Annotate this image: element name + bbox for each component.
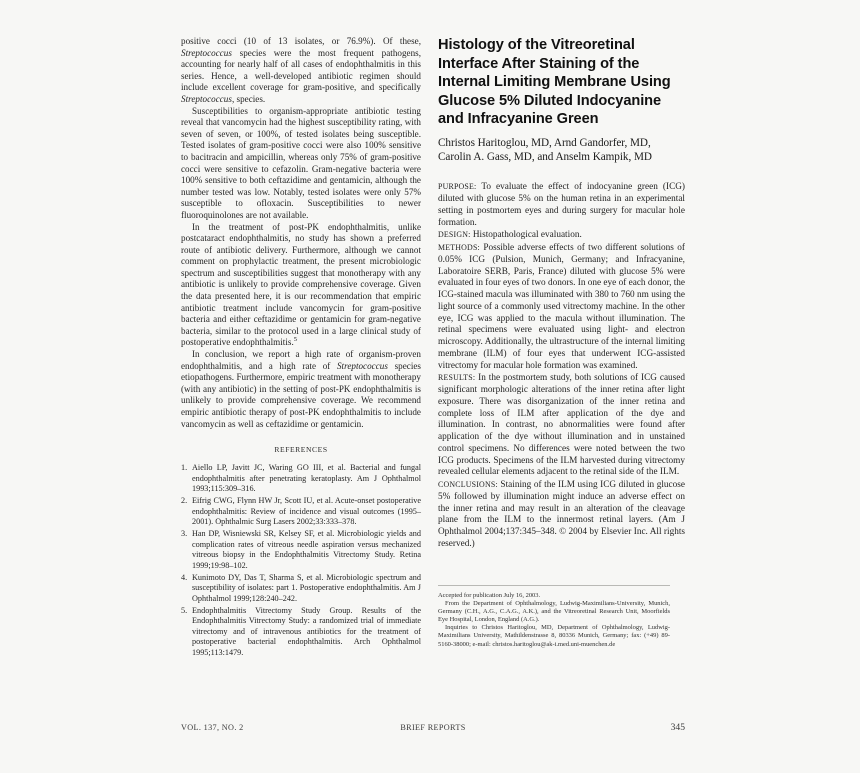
footnote-affiliation: From the Department of Ophthalmology, Ludwig-Maximilians-University, Munich, Germany (C.H., A.G., C.A.G., A.K.), and the Vitreoretinal Research Unit, Moorfields Eye Hospital, London, England (A.G.). [438,599,670,624]
abstract-text-results: In the postmortem study, both solutions of ICG caused significant morphologic alterations of the inner retina after light exposure. There was disorganization of the inner retina and complete loss of ILM after application of the dye and illumination. In contrast, no abnormalities were found after application of the dye without illumination and in unstained control specimens. No differences were noted between the two ICG products. Specimens of the ILM harvested during vitrectomy revealed cellular elements adjacent to the retinal side of the ILM. [438,373,685,478]
reference-text: Aiello LP, Javitt JC, Waring GO III, et al. Bacterial and fungal endophthalmitis after penetrating keratoplasty. Am J Ophthalmol 1993;115:309–316. [192,463,421,494]
paragraph-treatment: In the treatment of post-PK endophthalmitis, unlike postcataract endophthalmitis, no study has shown a preferred route of antibiotic delivery. Furthermore, although we cannot comment on prophylactic treatment, the present microbiologic spectrum and susceptibilities suggest that monotherapy with any antibiotic is unlikely to provide comprehensive coverage. Given the data presented here, it is our recommendation that empiric antibiotic treatment include vancomycin for gram-positive bacteria and either ceftazidime or gentamicin for gram-negative bacteria, similar to the protocol used in a large clinical study of postoperative endophthalmitis.$^5$ [181,221,421,348]
two-column-body [181,36,685,660]
abstract-label-design: DESIGN: [438,230,471,240]
footer-section: BRIEF REPORTS [400,723,466,732]
reference-text: Endophthalmitis Vitrectomy Study Group. Results of the Endophthalmitis Vitrectomy Study: a randomized trial of immediate vitrectomy and of intravenous antibiotics for the treatment of postoperative bacterial endophthalmitis. Arch Ophthalmol 1995;113:1479. [192,605,421,657]
reference-number: 4. [181,572,188,582]
abstract-results [438,372,685,479]
abstract-text-design: Histopathological evaluation. [470,230,582,241]
paragraph-conclusion: In conclusion, we report a high rate of organism-proven endophthalmitis, and a high rate of Streptococcus species etiopathogens. Furthermore, empiric treatment with monotherapy (with any antibiotic) in the setting of post-PK endophthalmitis is unlikely to provide comprehensive coverage. We recommend empiric antibiotic therapy of post-PK endophthalmitis to include vancomycin as well as ceftazidime or gentamicin. [181,349,421,429]
reference-item [181,463,421,495]
reference-text: Kunimoto DY, Das T, Sharma S, et al. Microbiologic spectrum and susceptibility of isolates: part 1. Postoperative endophthalmitis. Am J Ophthalmol 1999;128:240–242. [192,572,421,603]
article-title: Histology of the Vitreoretinal Interface After Staining of the Internal Limiting Membrane Using Glucose 5% Diluted Indocyanine and Infracyanine Green [438,37,671,128]
footer-volume: VOL. 137, NO. 2 [181,723,244,732]
reference-number: 3. [181,529,188,539]
footnote-block [438,585,670,649]
abstract-design [438,229,685,242]
reference-number: 1. [181,463,188,473]
abstract-conclusions [438,479,685,551]
abstract-label-purpose: PURPOSE: [438,182,477,192]
abstract-text-methods: Possible adverse effects of two different solutions of 0.05% ICG (Pulsion, Munich, Germany; and Infracyanine, Laboratoire SERB, Paris, France) diluted with glucose 5% were evaluated in four eyes of two donors. In one eye of each donor, the ICG-stained macula was illuminated with 380 to 760 nm using the light source of a commonly used vitrectomy machine. In the other eye, ICG was applied to the macula without illumination. The retinal specimens were evaluated using light- and electron microscopy. Additionally, the ultrastructure of the internal limiting membrane (ILM) of four eyes that underwent ICG-assisted vitrectomy for macular hole formation was examined. [438,243,685,371]
paragraph-continued: positive cocci (10 of 13 isolates, or 76.9%). Of these, Streptococcus species were the most frequent pathogens, accounting for nearly half of all cases of endophthalmitis in this series. Hence, a well-developed antibiotic regimen should include excellent coverage for gram-positive, and specifically Streptococcus, species. [181,36,421,104]
abstract [438,181,685,550]
abstract-purpose [438,181,685,229]
right-column [438,36,685,660]
footnote-accepted: Accepted for publication July 16, 2003. [438,591,541,599]
abstract-label-methods: METHODS: [438,243,480,253]
abstract-text-purpose: To evaluate the effect of indocyanine green (ICG) diluted with glucose 5% on the human retina in an experimental setting in postmortem eyes and during surgery for macular hole formation. [438,182,685,228]
page-footer [181,722,685,733]
reference-item [181,496,421,528]
left-column [181,36,421,660]
reference-number: 5. [181,605,188,615]
abstract-text-conclusions: Staining of the ILM using ICG diluted in glucose 5% followed by illumination might induce an adverse effect on the inner retina and may result in an alteration of the cleavage plane from the ILM to the innermost retinal layers. (Am J Ophthalmol 2004;137:345–348. © 2004 by Elsevier Inc. All rights reserved.) [438,480,685,549]
paragraph-susceptibilities: Susceptibilities to organism-appropriate antibiotic testing reveal that vancomycin had the highest susceptibility rating, with seven of seven, or 100%, of tested isolates being susceptible. Tested isolates of gram-positive cocci were also 100% sensitive to bacitracin and ampicillin, whereas only 75% of gram-positive cocci were sensitive to cefazolin. Gram-negative bacteria were 100% sensitive to both ceftazidime and gentamicin, although the number tested was low. Notably, tested isolates were only 57% susceptible to ofloxacin. Susceptibilities to newer fluoroquinolones are not available. [181,105,421,220]
reference-text: Eifrig CWG, Flynn HW Jr, Scott IU, et al. Acute-onset postoperative endophthalmitis: Review of incidence and visual outcomes (1995–2001). Ophthalmic Surg Lasers 2002;33:333–378. [192,496,421,527]
reference-item [181,606,421,659]
footnote-inquiries: Inquiries to Christos Haritoglou, MD, Department of Ophthalmology, Ludwig-Maximilians University, Mathildenstrasse 8, 80336 Munich, Germany; fax: (+49) 89-5160-38000; e-mail: christos.haritoglou@ak-i.med.uni-muenchen.de [438,624,670,648]
reference-text: Han DP, Wisniewski SR, Kelsey SF, et al. Microbiologic yields and complication rates of vitreous needle aspiration versus mechanized vitreous biopsy in the Endophthalmitis Vitrectomy Study. Retina 1999;19:98–102. [192,529,421,570]
references-heading: REFERENCES [274,445,328,455]
reference-item [181,529,421,571]
abstract-label-conclusions: CONCLUSIONS: [438,480,498,490]
reference-item [181,573,421,605]
author-list: Christos Haritoglou, MD, Arnd Gandorfer, MD, Carolin A. Gass, MD, and Anselm Kampik, MD [438,136,652,164]
abstract-methods [438,242,685,372]
footer-page-number: 345 [670,722,685,733]
reference-number: 2. [181,496,188,506]
abstract-label-results: RESULTS: [438,373,476,383]
references-list [181,463,421,658]
